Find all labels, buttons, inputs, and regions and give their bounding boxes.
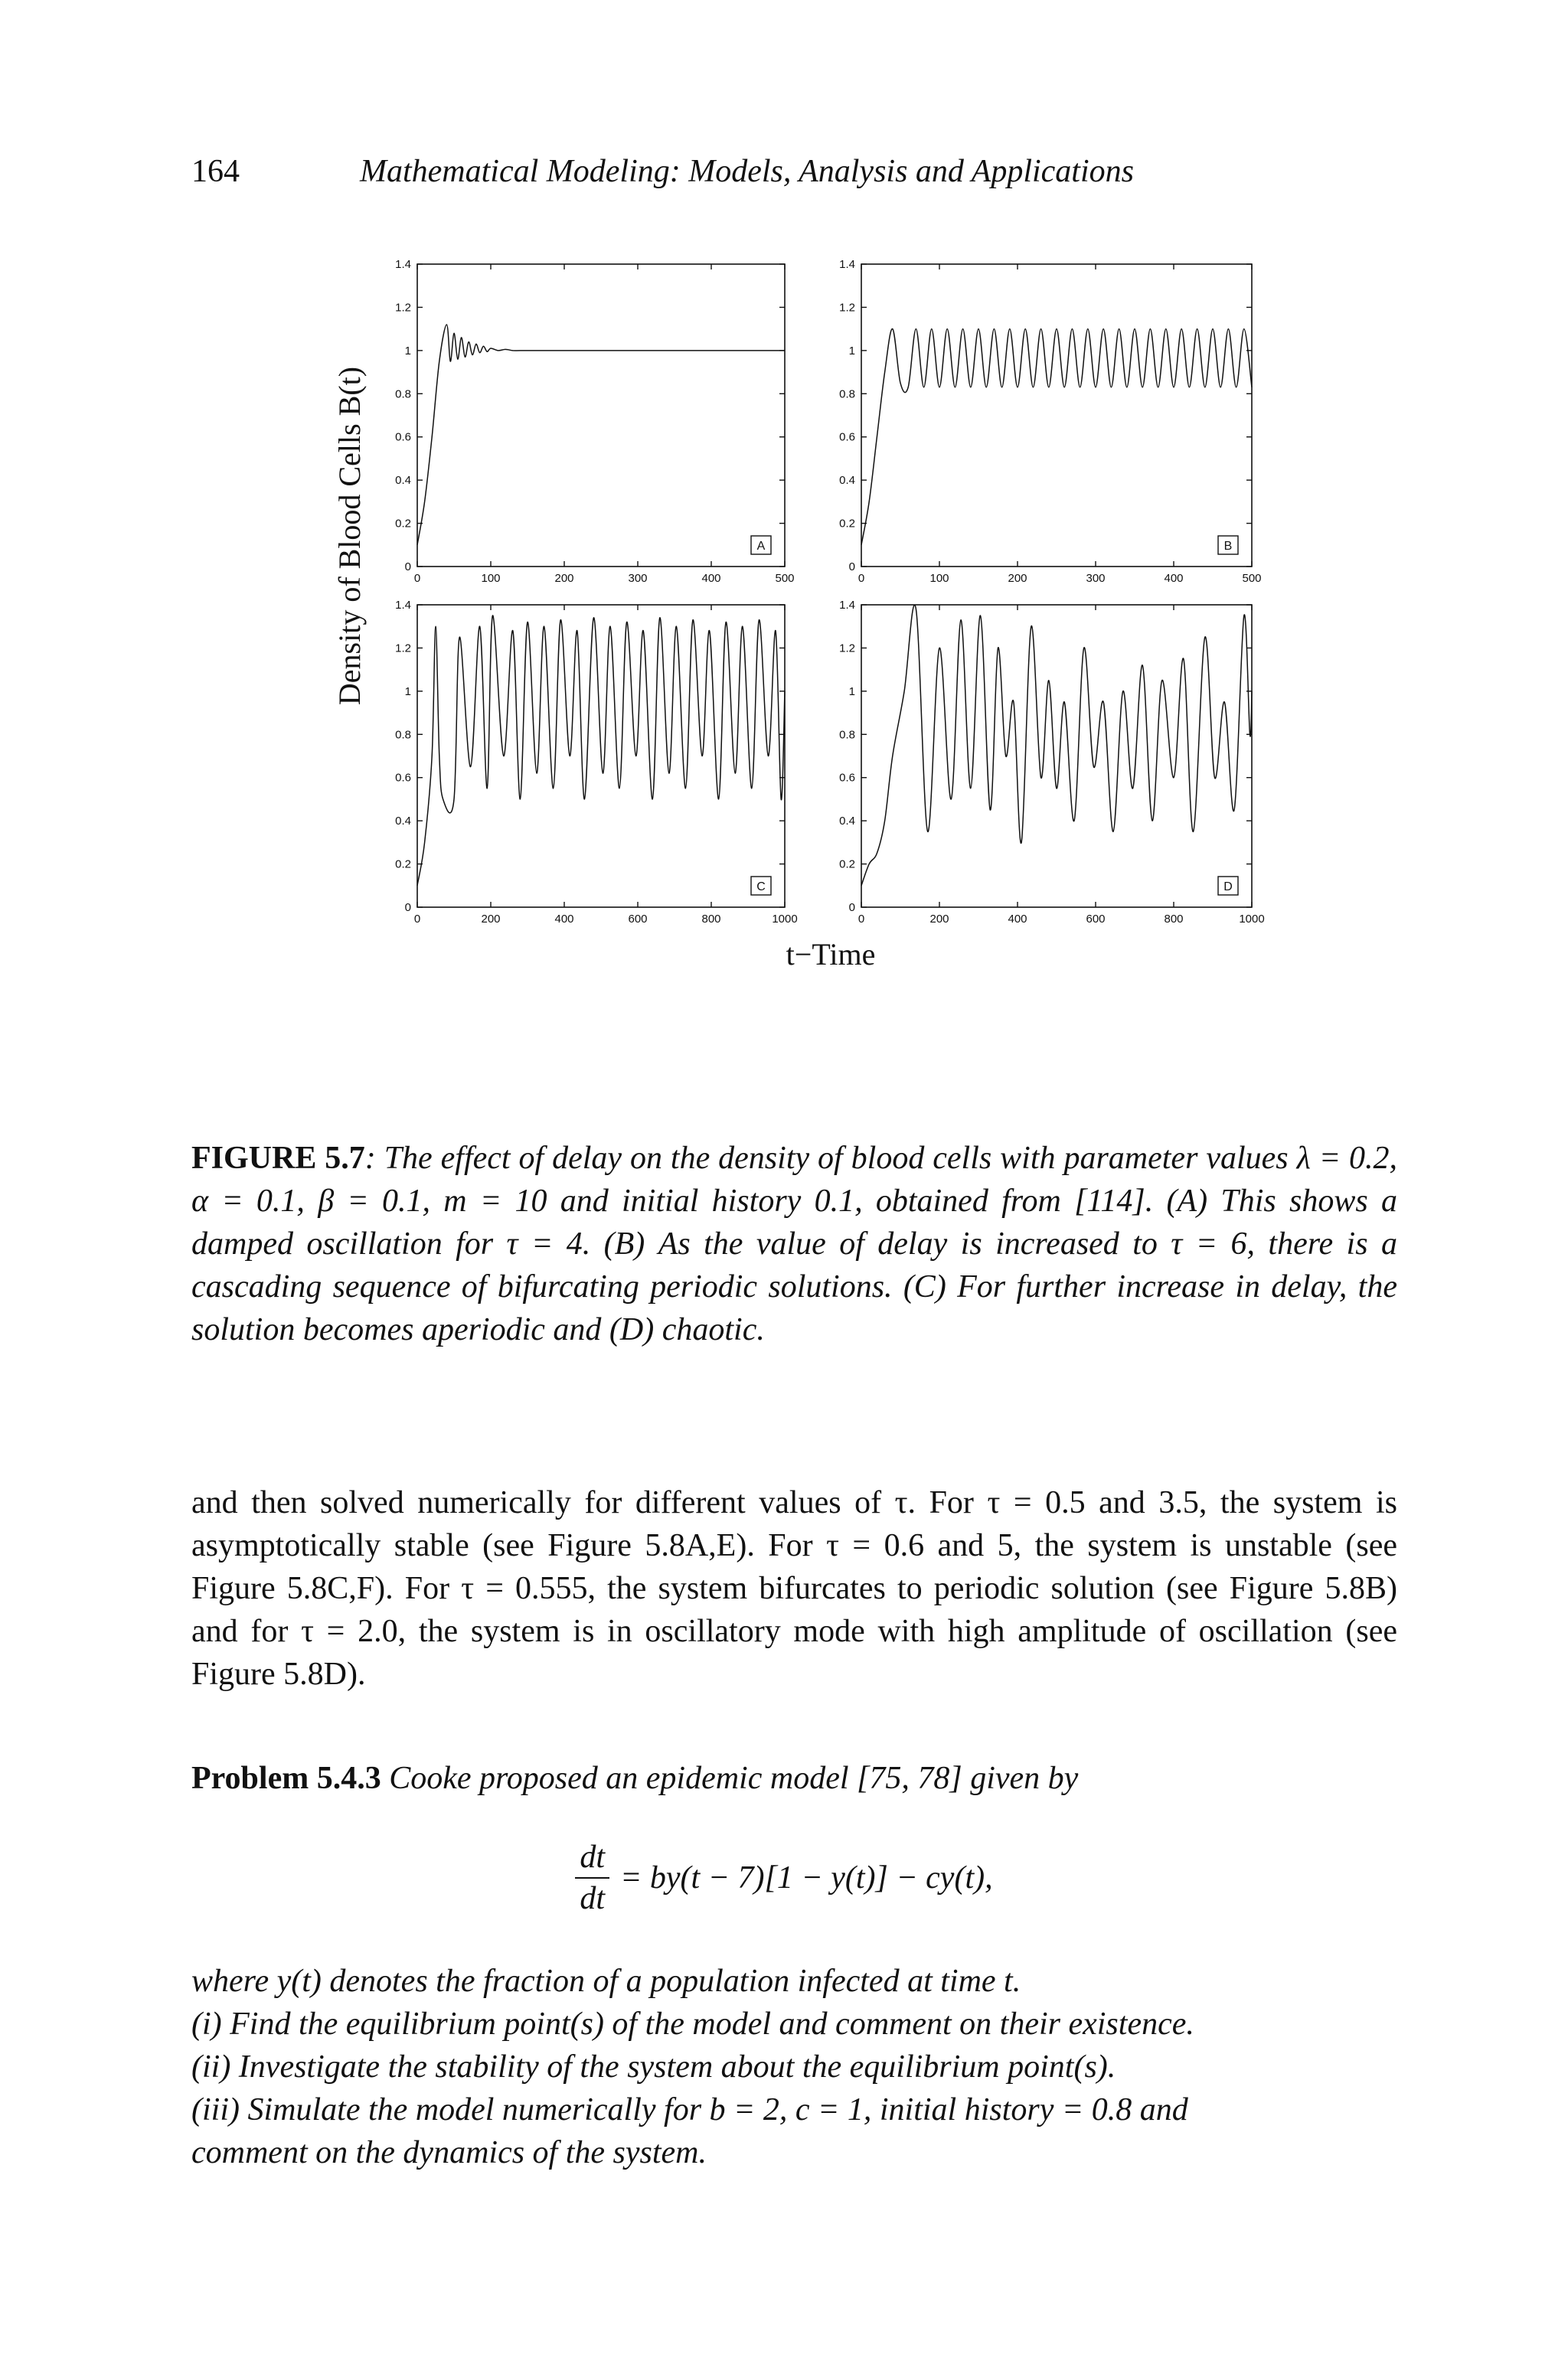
y-tick-label: 0.4 xyxy=(395,815,411,828)
x-tick-label: 400 xyxy=(554,913,574,926)
caption-label: FIGURE 5.7 xyxy=(191,1141,365,1176)
x-tick-label: 500 xyxy=(775,572,795,585)
x-tick-label: 200 xyxy=(929,913,949,926)
page-number: 164 xyxy=(191,154,240,189)
x-tick-label: 300 xyxy=(628,572,648,585)
y-tick-label: 1 xyxy=(404,344,411,358)
x-tick-label: 0 xyxy=(858,913,865,926)
problem-line: where y(t) denotes the fraction of a population infected at time t. xyxy=(191,1964,1021,1999)
y-tick-label: 0.4 xyxy=(395,474,411,488)
y-tick-label: 0 xyxy=(848,901,855,914)
problem-label: Problem 5.4.3 xyxy=(191,1761,381,1796)
x-tick-label: 0 xyxy=(858,572,865,585)
problem-line: (ii) Investigate the stability of the system about the equilibrium point(s). xyxy=(191,2049,1116,2085)
y-tick-label: 1.2 xyxy=(839,642,855,655)
problem-line: (iii) Simulate the model numerically for b = 2, c = 1, initial history = 0.8 and xyxy=(191,2092,1188,2127)
y-tick-label: 1.4 xyxy=(839,258,855,271)
running-title: Mathematical Modeling: Models, Analysis and Applications xyxy=(360,154,1134,189)
y-tick-label: 0.6 xyxy=(839,430,855,444)
figure-5-7 xyxy=(322,245,1286,995)
x-tick-label: 400 xyxy=(1164,572,1184,585)
figure-caption xyxy=(191,1137,1397,1351)
panel-label: A xyxy=(756,540,766,553)
y-tick-label: 1 xyxy=(848,684,855,698)
x-tick-label: 800 xyxy=(701,913,721,926)
series-line-b xyxy=(861,328,1252,544)
x-tick-label: 400 xyxy=(701,572,721,585)
y-tick-label: 0 xyxy=(404,901,411,914)
y-tick-label: 1 xyxy=(848,344,855,358)
series-line-c xyxy=(417,616,785,886)
y-tick-label: 1.4 xyxy=(395,258,411,271)
x-tick-label: 200 xyxy=(554,572,574,585)
series-line-a xyxy=(417,325,785,545)
caption-text: : The effect of delay on the density of blood cells with parameter values λ = 0.2, α = 0.1, β = 0.1, m = 10 and initial history 0.1, obtained from [114]. (A) This shows a damped oscillation for τ = 4. (B) As the value of delay is increased to τ = 6, there is a cascading sequence of bifurcating periodic solutions. (C) For further increase in delay, the solution becomes aperiodic and (D) chaotic. xyxy=(191,1141,1397,1347)
equation-numerator: dt xyxy=(575,1837,609,1879)
equation-fraction xyxy=(575,1837,609,1918)
x-tick-label: 0 xyxy=(413,913,421,926)
problem-line: (i) Find the equilibrium point(s) of the model and comment on their existence. xyxy=(191,2007,1194,2042)
x-tick-label: 200 xyxy=(1008,572,1027,585)
x-tick-label: 500 xyxy=(1242,572,1262,585)
problem-heading xyxy=(191,1757,1397,1800)
y-tick-label: 0.2 xyxy=(395,857,411,871)
panel-label: D xyxy=(1223,880,1233,893)
problem-line: comment on the dynamics of the system. xyxy=(191,2135,707,2170)
x-tick-label: 100 xyxy=(929,572,949,585)
x-tick-label: 100 xyxy=(481,572,501,585)
x-tick-label: 1000 xyxy=(1239,913,1265,926)
problem-items xyxy=(191,1960,1397,2174)
panel-frame-a xyxy=(417,264,785,567)
y-tick-label: 0.6 xyxy=(395,771,411,785)
x-tick-label: 200 xyxy=(481,913,501,926)
y-tick-label: 0 xyxy=(848,560,855,573)
y-tick-label: 0 xyxy=(404,560,411,573)
y-tick-label: 0.8 xyxy=(839,728,855,742)
y-tick-label: 0.8 xyxy=(839,387,855,401)
panel-frame-b xyxy=(861,264,1252,567)
x-tick-label: 0 xyxy=(413,572,421,585)
y-tick-label: 1 xyxy=(404,684,411,698)
y-tick-label: 0.6 xyxy=(395,430,411,444)
panel-label: C xyxy=(756,880,766,893)
y-tick-label: 0.8 xyxy=(395,387,411,401)
page-header xyxy=(191,153,1286,199)
y-tick-label: 0.2 xyxy=(839,517,855,531)
y-tick-label: 1.4 xyxy=(395,599,411,612)
y-tick-label: 0.2 xyxy=(839,857,855,871)
equation-denominator: dt xyxy=(580,1881,606,1916)
y-axis-label: Density of Blood Cells B(t) xyxy=(332,366,367,706)
y-tick-label: 1.2 xyxy=(395,301,411,315)
body-paragraph: and then solved numerically for different values of τ. For τ = 0.5 and 3.5, the system is asymptotically stable (see Figure 5.8A,E). For τ = 0.6 and 5, the system is unstable (see Figure 5.8C,F). For τ = 0.555, the system bifurcates to periodic solution (see Figure 5.8B) and for τ = 2.0, the system is in oscillatory mode with high amplitude of oscillation (see Figure 5.8D). xyxy=(191,1485,1397,1692)
x-tick-label: 800 xyxy=(1164,913,1184,926)
x-tick-label: 1000 xyxy=(772,913,798,926)
y-tick-label: 1.4 xyxy=(839,599,855,612)
y-tick-label: 1.2 xyxy=(395,642,411,655)
y-tick-label: 0.6 xyxy=(839,771,855,785)
equation-rhs: = by(t − 7)[1 − y(t)] − cy(t), xyxy=(620,1860,993,1896)
problem-intro: Cooke proposed an epidemic model [75, 78] given by xyxy=(389,1761,1079,1796)
equation xyxy=(0,1837,1568,1918)
figure-plot xyxy=(322,245,1286,995)
panel-label: B xyxy=(1223,540,1233,553)
y-tick-label: 0.4 xyxy=(839,815,855,828)
x-tick-label: 400 xyxy=(1008,913,1027,926)
x-tick-label: 600 xyxy=(1086,913,1106,926)
x-tick-label: 600 xyxy=(628,913,648,926)
panel-frame-d xyxy=(861,605,1252,907)
y-tick-label: 1.2 xyxy=(839,301,855,315)
y-tick-label: 0.4 xyxy=(839,474,855,488)
y-tick-label: 0.8 xyxy=(395,728,411,742)
y-tick-label: 0.2 xyxy=(395,517,411,531)
series-line-d xyxy=(861,605,1252,886)
x-tick-label: 300 xyxy=(1086,572,1106,585)
x-axis-label: t−Time xyxy=(786,937,876,971)
